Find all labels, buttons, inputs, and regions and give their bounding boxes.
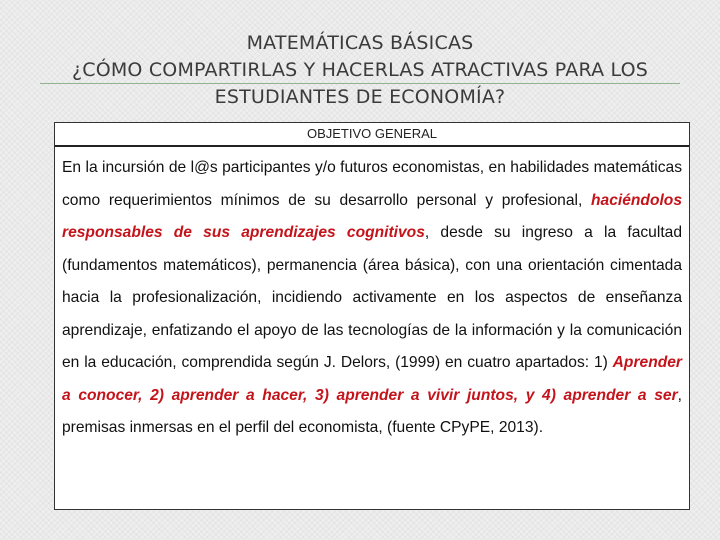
- objective-text-2: , desde su ingreso a la facultad (fundamentos matemáticos), permanencia (área básica), con una orientación cimentada hacia la profesionalización, incidiendo activamente en los aspectos de enseñanza aprendizaje, enfatizando el apoyo de las tecnologías de la información y la comunicación en la educación, comprendida según J. Delors, (1999) en cuatro apartados: 1): [62, 224, 682, 371]
- objective-paragraph: [55, 147, 689, 445]
- objective-highlight-1: haciéndolos responsables de sus aprendizajes cognitivos: [62, 191, 682, 241]
- title-line-1: MATEMÁTICAS BÁSICAS: [246, 32, 474, 54]
- title-line-3: ESTUDIANTES DE ECONOMÍA?: [214, 86, 506, 108]
- objective-text-1: En la incursión de l@s participantes y/o futuros economistas, en habilidades matemáticas como requerimientos mínimos de su desarrollo personal y profesional,: [62, 159, 682, 209]
- objective-header: OBJETIVO GENERAL: [55, 123, 689, 147]
- title-line-2: ¿CÓMO COMPARTIRLAS Y HACERLAS ATRACTIVAS PARA LOS: [71, 59, 649, 81]
- objective-box: [54, 122, 690, 510]
- title-divider: [40, 83, 680, 84]
- objective-highlight-2: Aprender a conocer, 2) aprender a hacer, 3) aprender a vivir juntos, y 4) aprender a ser: [62, 354, 682, 404]
- objective-text-3: , premisas inmersas en el perfil del economista, (fuente CPyPE, 2013).: [62, 386, 682, 436]
- slide-title: [0, 30, 720, 111]
